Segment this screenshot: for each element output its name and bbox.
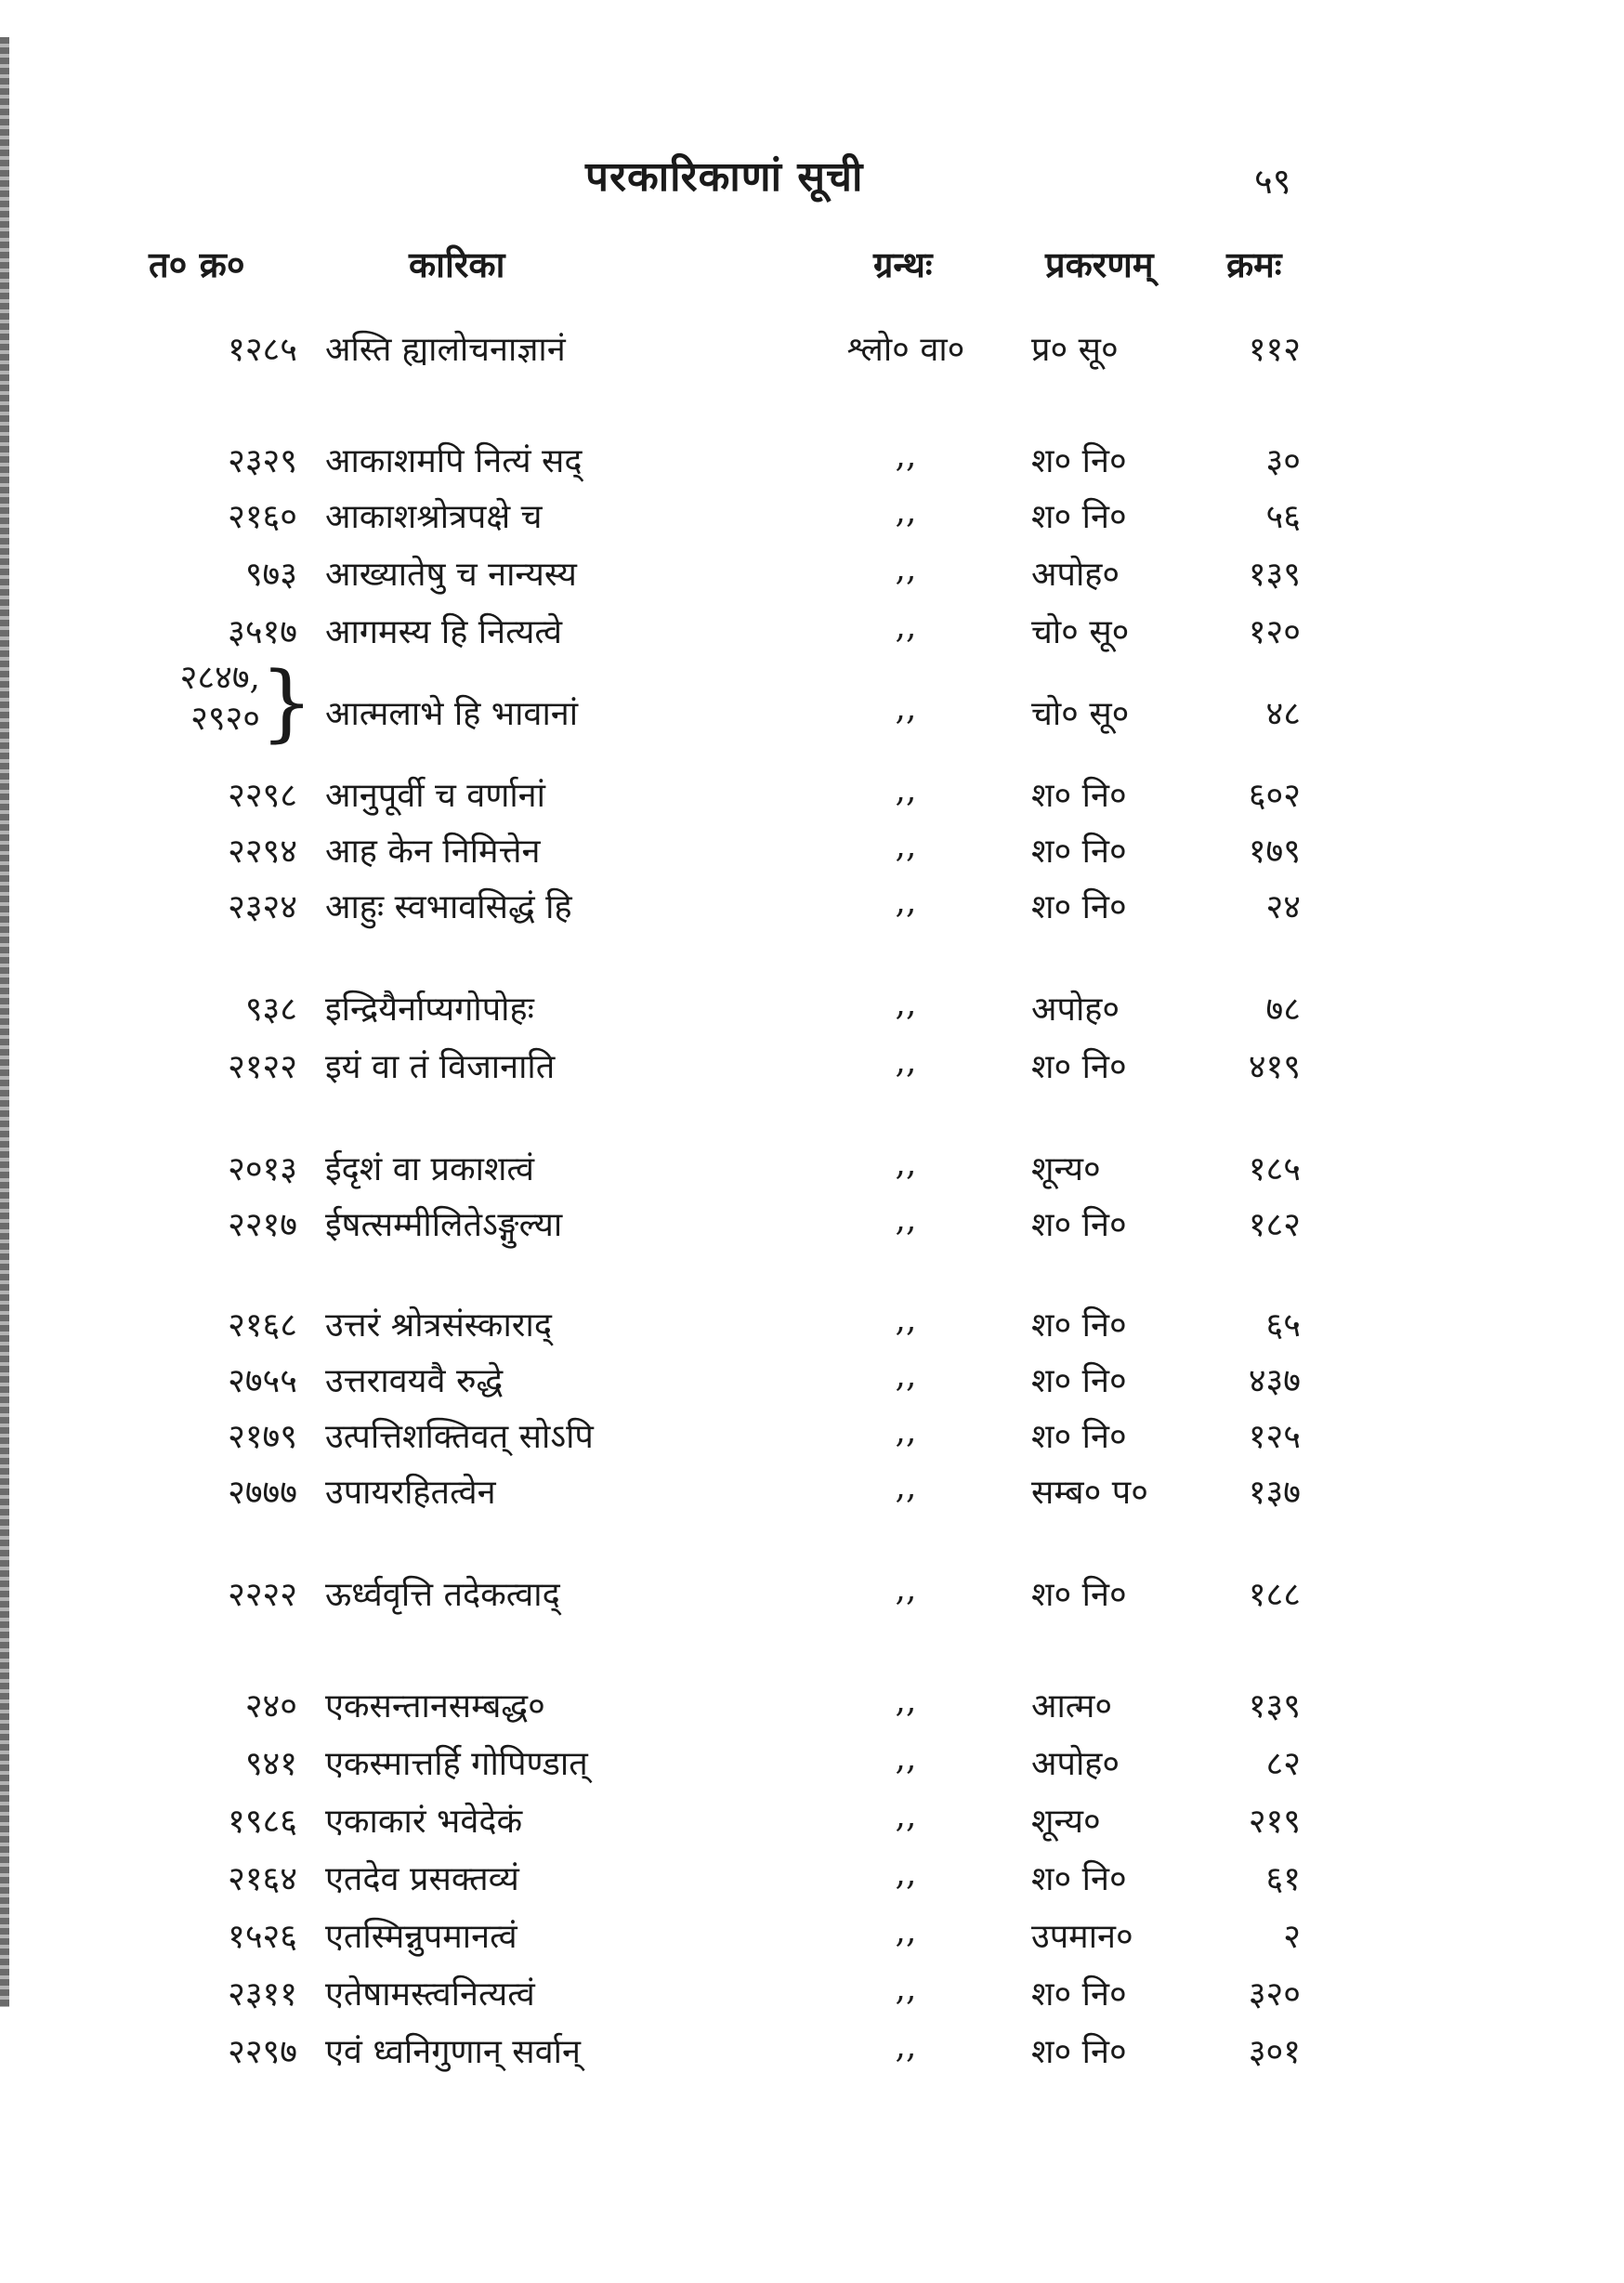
grantha-ref: ,,: [895, 492, 917, 531]
krama-number: ६५: [1265, 1306, 1301, 1345]
column-header-krama: क्रमः: [1226, 243, 1282, 285]
karika-text: आख्यातेषु च नान्यस्य: [325, 556, 577, 594]
karika-text: एकस्मात्तर्हि गोपिण्डात्: [325, 1745, 588, 1783]
list-item: [0, 1855, 1624, 1910]
list-item: [0, 1797, 1624, 1853]
karika-number: १९८६: [228, 1803, 297, 1841]
karika-number: २०१३: [228, 1150, 297, 1188]
list-item: [0, 883, 1624, 938]
grantha-ref: ,,: [895, 550, 917, 588]
karika-number: ३५१७: [228, 613, 297, 651]
karika-text: ईदृशं वा प्रकाशत्वं: [325, 1150, 534, 1188]
karika-text: आह केन निमित्तेन: [325, 833, 541, 871]
karika-number: २१२२: [228, 1048, 297, 1086]
grantha-ref: ,,: [895, 1797, 917, 1835]
karika-text: आनुपूर्वी च वर्णानां: [325, 777, 545, 815]
prakarana-ref: चो० सू०: [1031, 695, 1130, 733]
grantha-ref: ,,: [895, 883, 917, 921]
karika-number: २७७७: [228, 1474, 297, 1512]
grantha-ref: श्लो० वा०: [846, 331, 965, 369]
karika-number: २२९७: [228, 2033, 297, 2071]
list-item: [0, 1682, 1624, 1738]
column-header-number: त० क्र०: [149, 243, 245, 285]
karika-number: १५२६: [228, 1918, 297, 1956]
column-header-grantha: ग्रन्थः: [873, 243, 933, 285]
list-item: [0, 1043, 1624, 1098]
karika-text: एकाकारं भवेदेकं: [325, 1803, 523, 1841]
karika-number: २१६०: [228, 498, 297, 536]
karika-number: २१६४: [228, 1860, 297, 1898]
krama-number: ६०२: [1248, 777, 1301, 815]
krama-number: १३७: [1248, 1474, 1301, 1512]
list-item: [0, 550, 1624, 606]
prakarana-ref: श० नि०: [1031, 1576, 1127, 1614]
krama-number: १३९: [1248, 556, 1301, 594]
list-item: [0, 1970, 1624, 2026]
karika-text: उपायरहितत्वेन: [325, 1474, 496, 1512]
karika-number: २७५५: [228, 1362, 297, 1400]
karika-text: अस्ति ह्यालोचनाज्ञानं: [325, 331, 566, 369]
column-header-prakarana: प्रकरणम्: [1045, 243, 1154, 285]
karika-number: ९३८: [244, 991, 297, 1029]
krama-number: २१९: [1248, 1803, 1301, 1841]
prakarana-ref: आत्म०: [1031, 1687, 1113, 1725]
list-item: [0, 1145, 1624, 1201]
krama-number: ३२०: [1248, 1975, 1301, 2014]
karika-number: २३२९: [228, 442, 297, 480]
karika-number: २२१७: [228, 1206, 297, 1244]
prakarana-ref: श० नि०: [1031, 1362, 1127, 1400]
karika-text: ऊर्ध्ववृत्ति तदेकत्वाद्: [325, 1576, 560, 1614]
krama-number: ७८: [1265, 991, 1301, 1029]
karika-number: २१६८: [228, 1306, 297, 1345]
krama-number: ३०: [1265, 442, 1301, 480]
grantha-ref: ,,: [895, 1145, 917, 1183]
grantha-ref: ,,: [895, 1855, 917, 1893]
karika-text: आकाशमपि नित्यं सद्: [325, 442, 583, 480]
grantha-ref: ,,: [895, 1201, 917, 1239]
prakarana-ref: श० नि०: [1031, 833, 1127, 871]
bracketed-number: २८४७,: [179, 659, 260, 697]
prakarana-ref: चो० सू०: [1031, 613, 1130, 651]
karika-number: ९४१: [244, 1745, 297, 1783]
prakarana-ref: श० नि०: [1031, 2033, 1127, 2071]
krama-number: १८२: [1248, 1206, 1301, 1244]
prakarana-ref: श० नि०: [1031, 442, 1127, 480]
grantha-ref: ,,: [895, 1301, 917, 1339]
list-item: [0, 689, 1624, 745]
list-item: [0, 1912, 1624, 1968]
prakarana-ref: श० नि०: [1031, 1860, 1127, 1898]
karika-text: एवं ध्वनिगुणान् सर्वान्: [325, 2033, 581, 2071]
prakarana-ref: श० नि०: [1031, 1306, 1127, 1345]
prakarana-ref: सम्ब० प०: [1031, 1474, 1148, 1512]
list-item: [0, 827, 1624, 883]
krama-number: ११२: [1248, 331, 1301, 369]
krama-number: १२०: [1248, 613, 1301, 651]
karika-number: ९७३: [244, 556, 297, 594]
column-header-karika: कारिका: [409, 243, 505, 285]
krama-number: १३९: [1248, 1687, 1301, 1725]
list-item: [0, 1301, 1624, 1357]
krama-number: ५६: [1265, 498, 1301, 536]
grantha-ref: ,,: [895, 2027, 917, 2066]
list-item: [0, 1201, 1624, 1256]
prakarana-ref: शून्य०: [1031, 1150, 1101, 1188]
grantha-ref: ,,: [895, 1570, 917, 1608]
grantha-ref: ,,: [895, 985, 917, 1023]
karika-text: उत्पत्तिशक्तिवत् सोऽपि: [325, 1418, 594, 1456]
krama-number: ६१: [1265, 1860, 1301, 1898]
karika-text: इयं वा तं विजानाति: [325, 1048, 556, 1086]
karika-text: उत्तरं श्रोत्रसंस्काराद्: [325, 1306, 552, 1345]
list-item: [0, 2027, 1624, 2083]
prakarana-ref: प्र० सू०: [1031, 331, 1119, 369]
grantha-ref: ,,: [895, 689, 917, 728]
krama-number: १२५: [1248, 1418, 1301, 1456]
prakarana-ref: अपोह०: [1031, 556, 1120, 594]
prakarana-ref: श० नि०: [1031, 1418, 1127, 1456]
prakarana-ref: श० नि०: [1031, 888, 1127, 926]
grantha-ref: ,,: [895, 1912, 917, 1950]
list-item: [0, 437, 1624, 492]
list-item: [0, 985, 1624, 1041]
krama-number: १७९: [1248, 833, 1301, 871]
curly-brace: }: [260, 654, 314, 752]
prakarana-ref: श० नि०: [1031, 1048, 1127, 1086]
krama-number: ४१९: [1248, 1048, 1301, 1086]
karika-number: २२९८: [228, 777, 297, 815]
karika-text: आकाशश्रोत्रपक्षे च: [325, 498, 543, 536]
grantha-ref: ,,: [895, 771, 917, 809]
list-item: [0, 1468, 1624, 1524]
prakarana-ref: श० नि०: [1031, 498, 1127, 536]
grantha-ref: ,,: [895, 1468, 917, 1506]
krama-number: २: [1283, 1918, 1301, 1956]
karika-text: आहुः स्वभावसिद्धं हि: [325, 888, 572, 926]
krama-number: १८५: [1248, 1150, 1301, 1188]
list-item: [0, 1412, 1624, 1468]
karika-text: ईषत्सम्मीलितेऽङ्गुल्या: [325, 1206, 563, 1244]
karika-number: २३११: [228, 1975, 297, 2014]
prakarana-ref: शून्य०: [1031, 1803, 1101, 1841]
krama-number: २४: [1265, 888, 1301, 926]
prakarana-ref: श० नि०: [1031, 777, 1127, 815]
list-item: [0, 1739, 1624, 1795]
list-item: [0, 1357, 1624, 1412]
karika-text: आगमस्य हि नित्यत्वे: [325, 613, 562, 651]
karika-number: २४०: [244, 1687, 297, 1725]
karika-text: आत्मलाभे हि भावानां: [325, 695, 579, 733]
grantha-ref: ,,: [895, 1043, 917, 1081]
karika-text: एतस्मिन्नुपमानत्वं: [325, 1918, 517, 1956]
prakarana-ref: श० नि०: [1031, 1975, 1127, 2014]
grantha-ref: ,,: [895, 608, 917, 646]
karika-text: एकसन्तानसम्बद्ध०: [325, 1687, 545, 1725]
page-title: परकारिकाणां सूची: [585, 153, 864, 201]
krama-number: १८८: [1248, 1576, 1301, 1614]
prakarana-ref: श० नि०: [1031, 1206, 1127, 1244]
karika-number: १२८५: [228, 331, 297, 369]
karika-number: २३२४: [228, 888, 297, 926]
grantha-ref: ,,: [895, 1412, 917, 1450]
list-item: [0, 492, 1624, 548]
krama-number: ४८: [1265, 695, 1301, 733]
grantha-ref: ,,: [895, 827, 917, 865]
list-item: [0, 325, 1624, 381]
karika-number: २१७९: [228, 1418, 297, 1456]
karika-text: एतेषामस्त्वनित्यत्वं: [325, 1975, 535, 2014]
krama-number: ३०१: [1248, 2033, 1301, 2071]
list-item: [0, 771, 1624, 827]
karika-number: २२२२: [228, 1576, 297, 1614]
karika-text: उत्तरावयवै रुद्धे: [325, 1362, 504, 1400]
karika-text: इन्द्रियैर्नाप्यगोपोहः: [325, 991, 534, 1029]
karika-number: २२९४: [228, 833, 297, 871]
krama-number: ४३७: [1248, 1362, 1301, 1400]
list-item: [0, 608, 1624, 663]
grantha-ref: ,,: [895, 1739, 917, 1778]
grantha-ref: ,,: [895, 1970, 917, 2008]
prakarana-ref: अपोह०: [1031, 1745, 1120, 1783]
grantha-ref: ,,: [895, 1357, 917, 1395]
prakarana-ref: अपोह०: [1031, 991, 1120, 1029]
grantha-ref: ,,: [895, 437, 917, 475]
prakarana-ref: उपमान०: [1031, 1918, 1133, 1956]
grantha-ref: ,,: [895, 1682, 917, 1720]
karika-text: एतदेव प्रसक्तव्यं: [325, 1860, 519, 1898]
bracketed-number: २९२०: [190, 700, 260, 738]
page-number: ५९: [1254, 161, 1291, 202]
list-item: [0, 1570, 1624, 1626]
krama-number: ८२: [1265, 1745, 1301, 1783]
